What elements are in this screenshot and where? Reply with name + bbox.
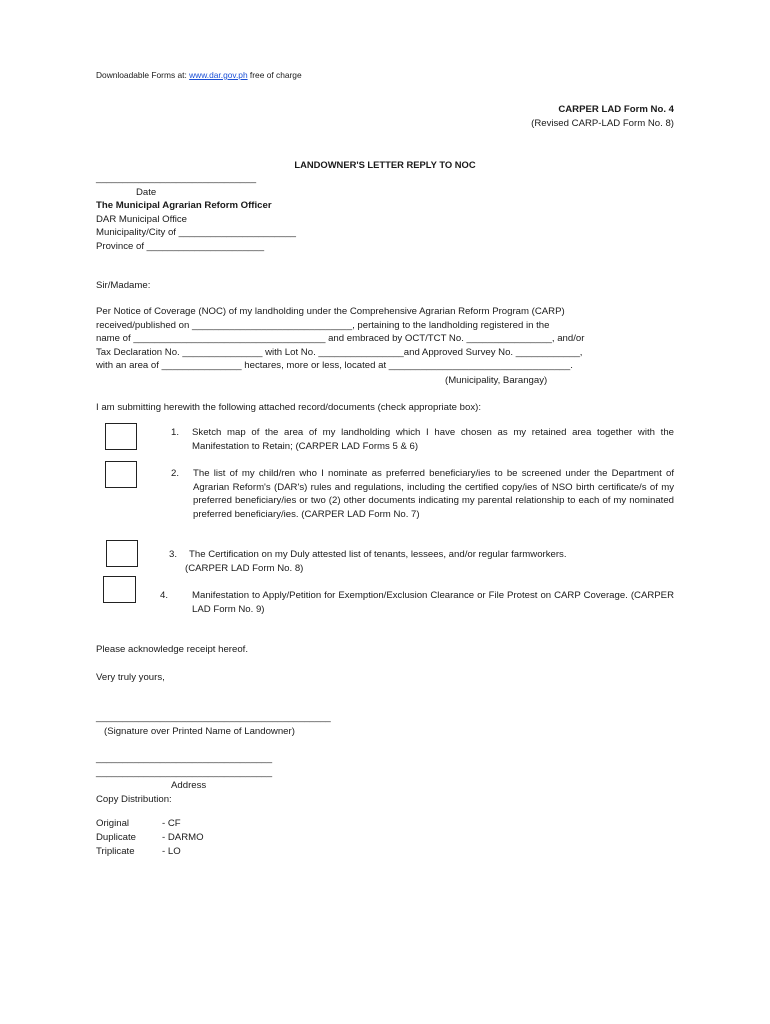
province-field[interactable]: Province of ______________________ bbox=[96, 240, 265, 252]
address-lines bbox=[96, 752, 272, 806]
copy-recipient: - CF bbox=[162, 818, 181, 829]
downloadable-prefix: Downloadable Forms at: bbox=[96, 70, 190, 80]
office: DAR Municipal Office bbox=[96, 213, 187, 225]
copy-type: Triplicate bbox=[96, 846, 135, 857]
body-line: received/published on ______________________________, pertaining to the landholding registered in the bbox=[96, 319, 550, 331]
copy-type: Duplicate bbox=[96, 832, 136, 843]
body-line: Per Notice of Coverage (NOC) of my landholding under the Comprehensive Agrarian Reform Program (CARP) bbox=[96, 306, 565, 317]
page-title: LANDOWNER'S LETTER REPLY TO NOC bbox=[294, 159, 476, 170]
body-line: Tax Declaration No. _______________ with Lot No. ________________and Approved Survey No. ____________, bbox=[96, 346, 583, 358]
signature-line[interactable]: ____________________________________________ bbox=[96, 712, 331, 723]
checkbox-item-3[interactable] bbox=[106, 540, 138, 567]
checkbox-item-2[interactable] bbox=[105, 461, 137, 488]
closing: Very truly yours, bbox=[96, 672, 165, 683]
address-block bbox=[96, 172, 296, 253]
revised-form-number: (Revised CARP-LAD Form No. 8) bbox=[531, 117, 674, 129]
body-line: name of ____________________________________ and embraced by OCT/TCT No. ________________, and/or bbox=[96, 333, 585, 344]
dar-website-link[interactable]: www.dar.gov.ph bbox=[189, 70, 248, 80]
item-number: 2. bbox=[171, 468, 180, 479]
checkbox-item-1[interactable] bbox=[105, 423, 137, 450]
body-paragraph bbox=[96, 305, 674, 373]
distribution-table bbox=[96, 817, 204, 859]
municipality-field[interactable]: Municipality/City of ______________________ bbox=[96, 227, 297, 238]
table-row bbox=[96, 817, 204, 831]
signature-caption: (Signature over Printed Name of Landowner) bbox=[104, 725, 295, 737]
copy-distribution bbox=[96, 817, 204, 859]
copy-recipient: - DARMO bbox=[162, 832, 204, 843]
copy-distribution-heading: Copy Distribution: bbox=[96, 793, 172, 805]
form-number-block bbox=[531, 103, 674, 130]
downloadable-suffix: free of charge bbox=[247, 70, 302, 80]
salutation: Sir/Madame: bbox=[96, 280, 151, 291]
date-line[interactable]: ______________________________ bbox=[96, 173, 257, 184]
acknowledge-request: Please acknowledge receipt hereof. bbox=[96, 644, 248, 655]
address-caption: Address bbox=[171, 780, 207, 791]
item-text: The list of my child/ren who I nominate as preferred beneficiary/ies to be screened under the Department of Agrarian Reform's (DAR's) rules and regulations, including the certified copy/ies of NSO birth certificate/s of my preferred beneficiary/ies or two (2) other documents indicating my parental relationship to each of my nominated preferred beneficiary/ies. (CARPER LAD Form No. 7) bbox=[193, 468, 674, 520]
item-text-continued: (CARPER LAD Form No. 8) bbox=[185, 563, 304, 574]
form-number: CARPER LAD Form No. 4 bbox=[558, 104, 674, 115]
item-number: 3. bbox=[169, 549, 178, 560]
copy-type: Original bbox=[96, 818, 130, 829]
item-number: 4. bbox=[160, 590, 169, 601]
recipient: The Municipal Agrarian Reform Officer bbox=[96, 200, 272, 211]
location-note: (Municipality, Barangay) bbox=[445, 375, 548, 386]
body-line: with an area of _______________ hectares, more or less, located at __________________________________. bbox=[96, 360, 573, 371]
table-row bbox=[96, 845, 204, 859]
item-text: Sketch map of the area of my landholding which I have chosen as my retained area together with the Manifestation to Retain; (CARPER LAD Forms 5 & 6) bbox=[192, 427, 674, 452]
copy-recipient: - LO bbox=[162, 846, 181, 857]
address-line-1[interactable]: _________________________________ bbox=[96, 753, 273, 764]
address-line-2[interactable]: _________________________________ bbox=[96, 766, 273, 778]
item-text: Manifestation to Apply/Petition for Exemption/Exclusion Clearance or File Protest on CARP Coverage. (CARPER LAD Form No. 9) bbox=[192, 590, 674, 615]
item-text: The Certification on my Duly attested list of tenants, lessees, and/or regular farmworkers. bbox=[189, 549, 567, 560]
item-number: 1. bbox=[171, 427, 180, 438]
downloadable-forms-note bbox=[96, 69, 302, 83]
table-row bbox=[96, 831, 204, 845]
date-label: Date bbox=[136, 186, 157, 198]
signature-block bbox=[96, 711, 331, 738]
checkbox-item-4[interactable] bbox=[103, 576, 136, 603]
submitting-statement: I am submitting herewith the following attached record/documents (check appropriate box): bbox=[96, 402, 482, 413]
